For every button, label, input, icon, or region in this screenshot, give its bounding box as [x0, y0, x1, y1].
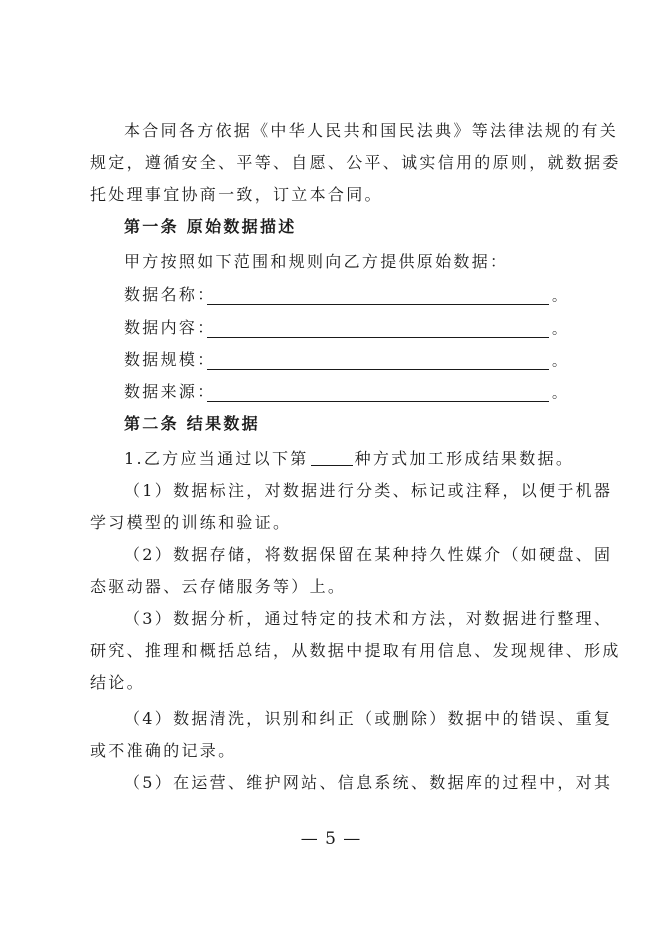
field-label-data-content: 数据内容：: [124, 318, 216, 337]
field-label-data-source: 数据来源：: [124, 382, 216, 401]
field-blank-data-scale[interactable]: [207, 369, 549, 370]
field-end-data-source: 。: [552, 386, 569, 402]
field-end-data-content: 。: [552, 322, 569, 338]
article2-heading: 第二条 结果数据: [124, 414, 260, 433]
preamble-line-2: 规定，遵循安全、平等、自愿、公平、诚实信用的原则，就数据委: [90, 153, 621, 172]
article2-line-8: （4）数据清洗，识别和纠正（或删除）数据中的错误、重复: [124, 709, 613, 728]
article2-line-9: 或不准确的记录。: [90, 741, 237, 760]
article2-line-7: 结论。: [90, 673, 145, 692]
preamble-line-1: 本合同各方依据《中华人民共和国民法典》等法律法规的有关: [124, 121, 619, 140]
article2-clause1: [124, 449, 574, 469]
preamble-line-3: 托处理事宜协商一致，订立本合同。: [90, 185, 383, 204]
article2-line-5: （3）数据分析，通过特定的技术和方法，对数据进行整理、: [124, 609, 613, 628]
article1-heading: 第一条 原始数据描述: [124, 217, 297, 236]
page-number: — 5 —: [300, 829, 362, 849]
field-blank-data-source[interactable]: [207, 401, 549, 402]
article2-line-1: （1）数据标注，对数据进行分类、标记或注释，以便于机器: [124, 481, 613, 500]
article2-line-10: （5）在运营、维护网站、信息系统、数据库的过程中，对其: [124, 773, 613, 792]
article2-line-2: 学习模型的训练和验证。: [90, 513, 292, 532]
field-end-data-scale: 。: [552, 354, 569, 370]
field-label-data-name: 数据名称：: [124, 285, 216, 304]
article1-intro: 甲方按照如下范围和规则向乙方提供原始数据：: [124, 252, 509, 271]
article2-line-6: 研究、推理和概括总结，从数据中提取有用信息、发现规律、形成: [90, 641, 621, 660]
clause1-text-after: 种方式加工形成结果数据。: [354, 449, 575, 468]
field-blank-data-content[interactable]: [207, 337, 549, 338]
field-blank-data-name[interactable]: [207, 304, 549, 305]
article2-line-3: （2）数据存储，将数据保留在某种持久性媒介（如硬盘、固: [124, 545, 613, 564]
field-label-data-scale: 数据规模：: [124, 350, 216, 369]
clause1-blank[interactable]: [311, 449, 353, 466]
field-end-data-name: 。: [552, 289, 569, 305]
clause1-text-before: 1.乙方应当通过以下第: [124, 449, 309, 468]
article2-line-4: 态驱动器、云存储服务等）上。: [90, 577, 347, 596]
